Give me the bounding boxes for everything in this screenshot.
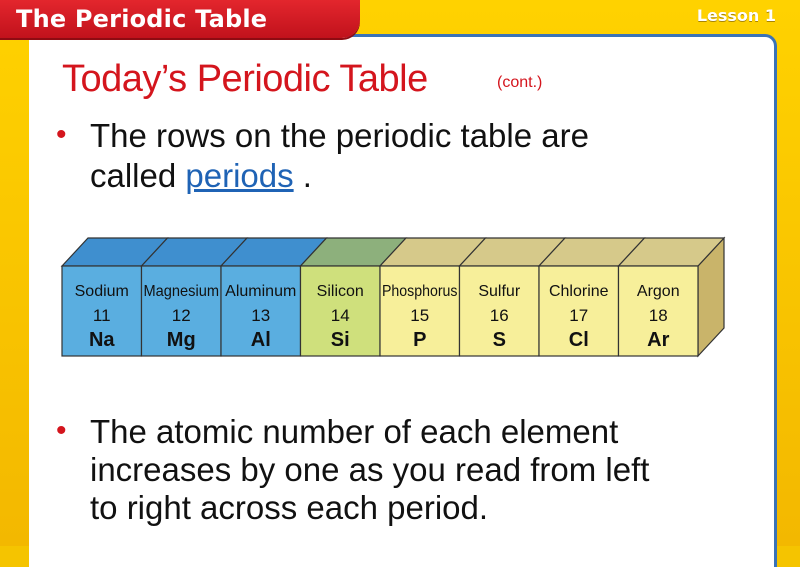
periodic-row-diagram — [58, 236, 730, 360]
element-symbol: Al — [250, 329, 271, 351]
title-suffix: (cont.) — [497, 74, 543, 91]
bullet-dot: • — [56, 414, 67, 447]
atomic-number: 18 — [648, 306, 668, 325]
bullet2-line3: to right across each period. — [90, 489, 489, 526]
atomic-number: 12 — [171, 306, 191, 325]
element-name: Magnesium — [143, 283, 219, 300]
element-symbol: Cl — [568, 329, 589, 351]
element-symbol: Mg — [166, 329, 196, 351]
element-symbol: Si — [330, 329, 350, 351]
element-symbol: Ar — [647, 329, 670, 351]
bullet2-line1: The atomic number of each element — [90, 413, 619, 450]
bullet1-prefix: called — [90, 157, 186, 194]
bullet1-line2 — [90, 157, 312, 195]
atomic-number: 15 — [410, 306, 430, 325]
header-tab — [0, 0, 360, 38]
atomic-number: 13 — [251, 306, 271, 325]
element-name: Chlorine — [548, 283, 609, 300]
atomic-number: 14 — [330, 306, 350, 325]
header-title: The Periodic Table — [16, 5, 268, 33]
lesson-label: Lesson 1 — [696, 6, 776, 25]
atomic-number: 16 — [489, 306, 509, 325]
element-symbol: Na — [88, 329, 115, 351]
periods-term: periods — [185, 157, 294, 194]
slide-title: Today’s Periodic Table — [62, 58, 428, 100]
element-name: Sodium — [74, 283, 129, 300]
bullet1-line1: The rows on the periodic table are — [90, 117, 589, 154]
atomic-number: 17 — [569, 306, 589, 325]
element-name: Aluminum — [225, 283, 297, 300]
element-symbol: P — [413, 329, 427, 351]
atomic-number: 11 — [92, 306, 111, 325]
bullet2-line2: increases by one as you read from left — [90, 451, 650, 488]
element-name: Argon — [636, 283, 680, 300]
bullet1-suffix: . — [293, 157, 312, 194]
element-name: Phosphorus — [382, 283, 458, 300]
element-name: Silicon — [316, 283, 364, 300]
bullet-dot: • — [56, 118, 67, 151]
element-symbol: S — [492, 329, 506, 351]
element-name: Sulfur — [478, 283, 521, 300]
